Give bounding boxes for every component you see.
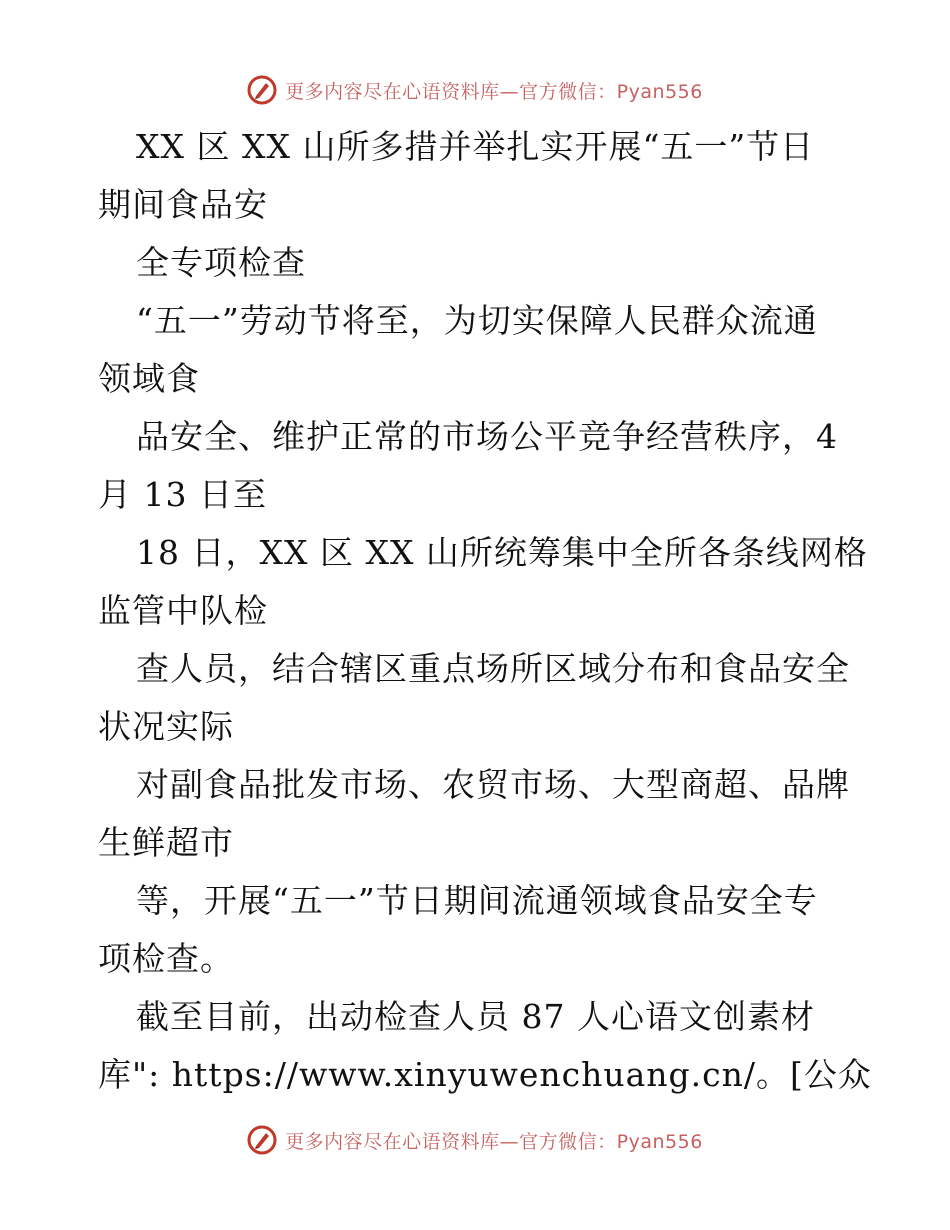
wechat-account: Pyan556 [616, 1130, 703, 1153]
wechat-account: Pyan556 [616, 80, 703, 103]
banner-text: 更多内容尽在心语资料库—官方微信：Pyan556 [285, 80, 703, 103]
text-line: 期间食品安 [98, 185, 268, 224]
text-line: 月 13 日至 [98, 475, 267, 514]
text-line: 对副食品批发市场、农贸市场、大型商超、品牌 [136, 765, 850, 804]
text-line: 生鲜超市 [98, 823, 234, 862]
text-line: 全专项检查 [136, 243, 306, 282]
text-line: 库": https://www.xinyuwenchuang.cn/。[公众 [98, 1055, 872, 1094]
text-line: 状况实际 [98, 707, 234, 746]
text-line: “五一”劳动节将至，为切实保障人民群众流通 [136, 301, 818, 340]
text-line: XX 区 XX 山所多措并举扎实开展“五一”节日 [136, 127, 815, 166]
text-line: 品安全、维护正常的市场公平竞争经营秩序，4 [136, 417, 838, 456]
pen-logo-icon [247, 75, 277, 105]
text-line: 等，开展“五一”节日期间流通领域食品安全专 [136, 881, 818, 920]
text-line: 监管中队检 [98, 591, 268, 630]
text-line: 领域食 [98, 359, 200, 398]
document-body [98, 118, 872, 1104]
pen-logo-icon [247, 1125, 277, 1155]
text-line: 查人员，结合辖区重点场所区域分布和食品安全 [136, 649, 850, 688]
footer-banner [0, 1120, 950, 1160]
text-line: 项检查。 [98, 939, 234, 978]
text-line: 截至目前，出动检查人员 87 人心语文创素材 [136, 997, 815, 1036]
header-banner [0, 70, 950, 110]
banner-text: 更多内容尽在心语资料库—官方微信：Pyan556 [285, 1130, 703, 1153]
text-line: 18 日，XX 区 XX 山所统筹集中全所各条线网格 [136, 533, 868, 572]
